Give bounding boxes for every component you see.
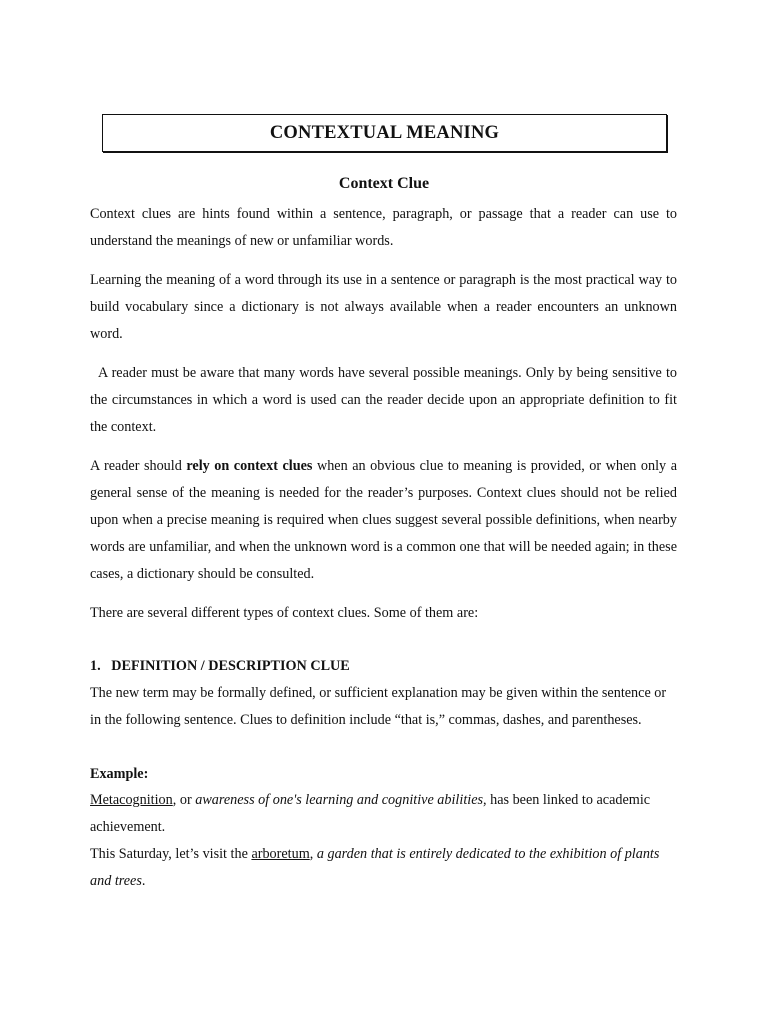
- example-2-term: arboretum: [251, 846, 310, 862]
- paragraph-3: A reader must be aware that many words have several possible meanings. Only by being sensitive to the circumstances in which a word is used can the reader decide upon an appropriate definition to fit the context.: [90, 365, 677, 435]
- paragraph-1: Context clues are hints found within a sentence, paragraph, or passage that a reader can use to understand the meanings of new or unfamiliar words.: [90, 206, 677, 249]
- example-label: Example:: [90, 766, 149, 782]
- example-1-definition: awareness of one's learning and cognitive abilities: [195, 792, 484, 808]
- example-1-rest: , has been linked to academic achievement.: [90, 792, 651, 835]
- paragraph-4: [90, 453, 677, 588]
- example-1-term: Metacognition: [90, 792, 173, 808]
- paragraph-4-after: when an obvious clue to meaning is provided, or when only a general sense of the meaning is needed for the reader’s purposes. Context clues should not be relied upon when a precise meaning is required when clues suggest several possible definitions, when nearby words are unfamiliar, and when the unknown word is a common one that will be needed again; in these cases, a dictionary should be consulted.: [90, 458, 677, 582]
- paragraph-4-emphasis: rely on context clues: [186, 458, 313, 474]
- paragraph-5: There are several different types of context clues. Some of them are:: [90, 605, 479, 621]
- example-1-comma: , or: [172, 792, 196, 808]
- section-1-heading: 1. DEFINITION / DESCRIPTION CLUE: [90, 658, 350, 674]
- example-2-comma: ,: [309, 846, 317, 862]
- example-2-definition: a garden that is entirely dedicated to the exhibition of plants and trees: [90, 846, 660, 889]
- paragraph-2: Learning the meaning of a word through its use in a sentence or paragraph is the most practical way to build vocabulary since a dictionary is not always available when a reader encounters an unknown word.: [90, 272, 677, 342]
- paragraph-4-before: A reader should: [90, 458, 187, 474]
- example-2-before: This Saturday, let’s visit the: [90, 846, 252, 862]
- title-box: [102, 114, 667, 152]
- example-2-end: .: [141, 873, 146, 889]
- section-1-body: The new term may be formally defined, or sufficient explanation may be given within the sentence or in the following sentence. Clues to definition include “that is,” commas, dashes, and parentheses.: [90, 685, 667, 728]
- section-subtitle: Context Clue: [338, 175, 430, 192]
- page-title: CONTEXTUAL MEANING: [269, 122, 500, 143]
- example-2: [90, 841, 677, 895]
- example-1: [90, 787, 677, 841]
